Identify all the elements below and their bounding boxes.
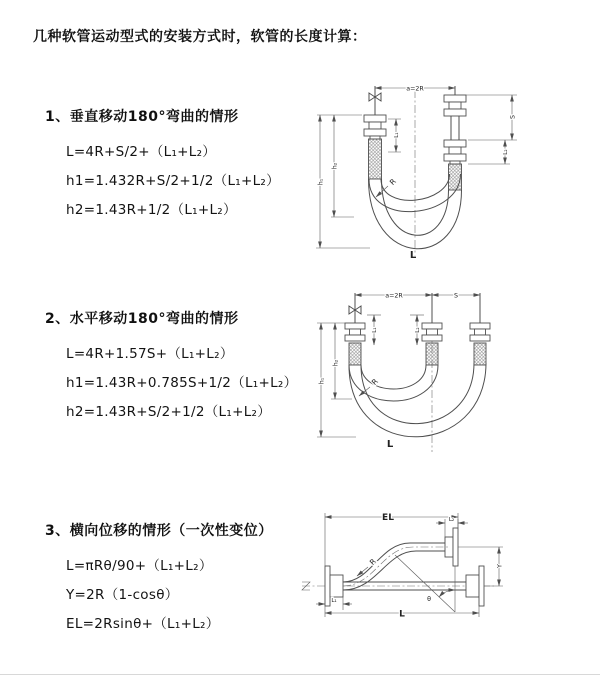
dim-label-a2r: a=2R — [385, 292, 403, 300]
flange-right-lower — [466, 566, 484, 606]
dim-label-y: Y — [496, 564, 504, 568]
angle-arc — [439, 590, 455, 597]
diagram-horizontal-180 — [310, 282, 600, 457]
dim-label-h2: h₂ — [331, 162, 339, 170]
dim-label-s: S — [454, 292, 458, 300]
formula-length: L=4R+1.57S+（L₁+L₂） — [66, 346, 234, 362]
formula-length: L=πRθ/90+（L₁+L₂） — [66, 558, 213, 574]
fitting-right-moved — [470, 323, 490, 365]
dim-label-l2: L₂ — [415, 327, 422, 333]
hose-drawing — [364, 86, 466, 258]
section-horizontal-180 — [45, 308, 297, 427]
diagram-lateral-displacement — [298, 500, 600, 648]
section-lateral-displacement — [45, 520, 273, 639]
section-heading: 3、横向位移的情形（一次性变位） — [45, 523, 273, 539]
dim-label-h1: h₁ — [318, 377, 326, 385]
radius-label: R — [369, 376, 380, 387]
dim-label-el: EL — [382, 513, 394, 523]
hose-curve-inner — [349, 365, 438, 401]
dim-label-l1: L₁ — [372, 327, 379, 333]
dimensions — [316, 513, 503, 620]
formula-h2: h2=1.43R+S/2+1/2（L₁+L₂） — [66, 404, 272, 420]
fitting-left — [345, 323, 365, 365]
diagram-vertical-180 — [312, 72, 592, 262]
braided-hose-right — [449, 164, 462, 190]
dim-label-h1: h₁ — [317, 178, 325, 186]
dim-label-l1: L₁ — [394, 132, 401, 138]
dimensions — [317, 292, 480, 450]
section-heading: 1、垂直移动180°弯曲的情形 — [45, 109, 239, 125]
formula-list — [66, 340, 297, 427]
fitting-middle — [422, 323, 442, 365]
dim-label-l2: L₂ — [448, 517, 455, 523]
formula-h1: h1=1.432R+S/2+1/2（L₁+L₂） — [66, 173, 280, 189]
radius-label: R — [367, 556, 378, 567]
dim-label-s: S — [509, 115, 517, 119]
length-label: L — [386, 439, 394, 450]
formula-list — [66, 552, 273, 639]
formula-length: L=4R+S/2+（L₁+L₂） — [66, 144, 217, 160]
angle-leg — [395, 555, 455, 612]
length-label: L — [409, 250, 417, 261]
formula-list — [66, 138, 280, 225]
dim-label-h2: h₂ — [332, 359, 340, 367]
formula-y: Y=2R（1-cosθ） — [66, 587, 179, 603]
braided-hose-left — [369, 139, 382, 179]
section-heading: 2、水平移动180°弯曲的情形 — [45, 311, 239, 327]
dim-label-a2r: a=2R — [406, 85, 424, 93]
dimensions — [316, 85, 517, 261]
page-title: 几种软管运动型式的安装方式时，软管的长度计算： — [33, 29, 367, 45]
formula-el: EL=2Rsinθ+（L₁+L₂） — [66, 616, 220, 632]
formula-h2: h2=1.43R+1/2（L₁+L₂） — [66, 202, 237, 218]
section-vertical-180 — [45, 106, 280, 225]
formula-h1: h1=1.43R+0.785S+1/2（L₁+L₂） — [66, 375, 298, 391]
radius-label: R — [387, 176, 398, 187]
hose-curve-displaced — [343, 543, 445, 582]
dim-label-l2: L₂ — [503, 149, 510, 155]
dim-label-l1: L₁ — [331, 598, 337, 604]
angle-label: θ — [427, 596, 431, 603]
hose-drawing — [345, 293, 490, 452]
dim-label-l: L — [399, 609, 405, 620]
hose-curve-outer — [349, 363, 486, 437]
